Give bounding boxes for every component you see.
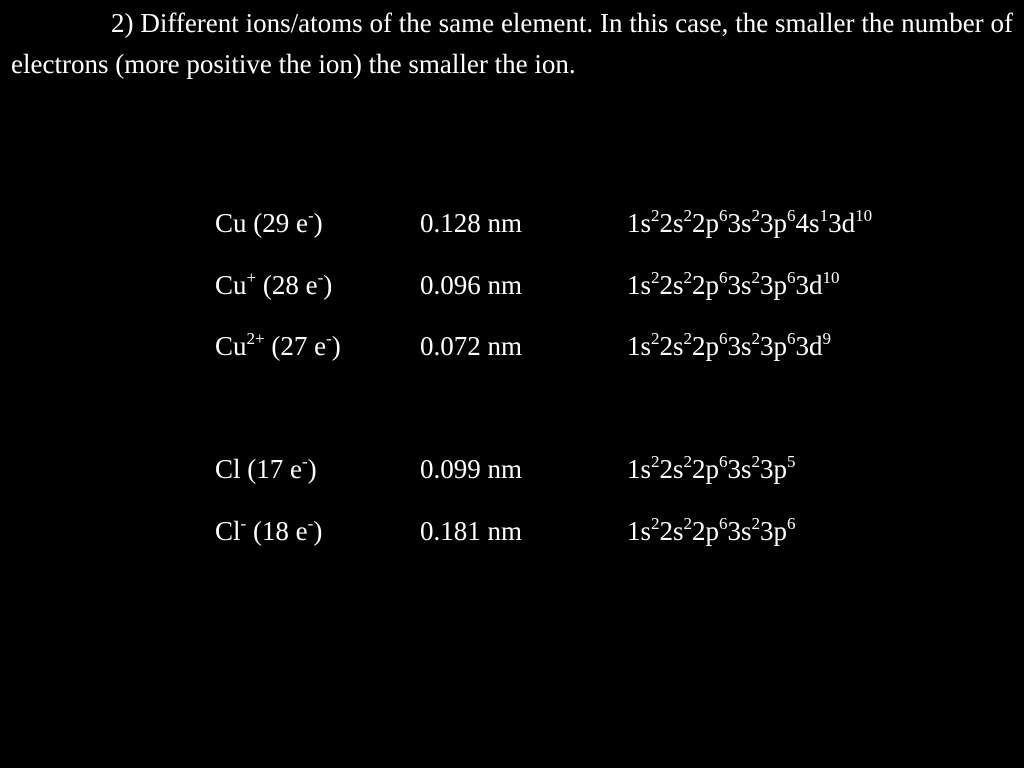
radius-value: 0.128 nm <box>420 208 523 238</box>
radius-value: 0.099 nm <box>420 454 523 484</box>
electron-configuration: $1s^22s^22p^63s^23p^63d^9$ <box>627 329 832 361</box>
species-label: $Cu^{2+}$ (27 e-) <box>215 329 341 361</box>
electron-configuration: $1s^22s^22p^63s^23p^64s^13d^{10}$ <box>627 206 873 238</box>
species-label: Cu+ (28 e-) <box>215 268 333 300</box>
ion-row-cu <box>215 206 975 240</box>
species-label: Cl- (18 e-) <box>215 514 323 546</box>
electron-configuration: $1s^22s^22p^63s^23p^6$ <box>627 514 796 546</box>
ion-row-cu-2plus <box>215 329 975 363</box>
electron-configuration: $1s^22s^22p^63s^23p^5$ <box>627 452 796 484</box>
radius-value: 0.181 nm <box>420 516 523 546</box>
intro-paragraph: 2) Different ions/atoms of the same element. In this case, the smaller the number of electrons (more positive the ion) the smaller the ion. <box>11 8 1013 79</box>
species-label: Cl (17 e-) <box>215 452 317 484</box>
ion-row-cl-minus <box>215 514 975 548</box>
ion-row-cu-plus <box>215 268 975 302</box>
radius-value: 0.096 nm <box>420 270 523 300</box>
species-label: Cu (29 e-) <box>215 206 323 238</box>
ion-row-cl <box>215 452 975 486</box>
electron-configuration: $1s^22s^22p^63s^23p^63d^{10}$ <box>627 268 840 300</box>
radius-value: 0.072 nm <box>420 331 523 361</box>
